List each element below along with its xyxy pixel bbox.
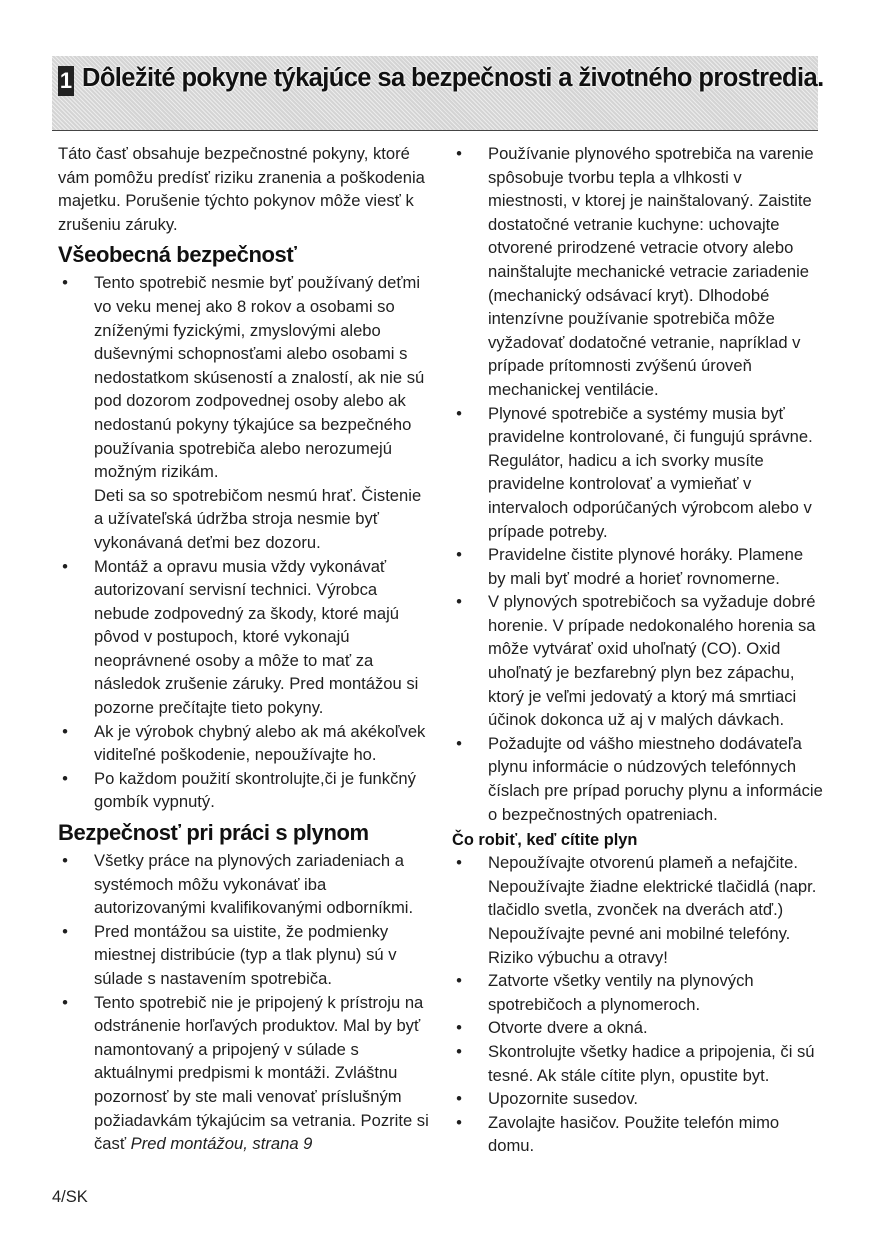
- bullet-icon: •: [456, 403, 462, 423]
- bullet-icon: •: [62, 921, 68, 941]
- bullet-icon: •: [456, 971, 462, 991]
- bullet-icon: •: [456, 592, 462, 612]
- bullet-icon: •: [62, 556, 68, 576]
- list-item: • Všetky práce na plynových zariadeniach a systémoch môžu vykonávať iba autorizovanými kvalifikovanými odborníkmi.: [58, 849, 430, 920]
- list-item: • Pravidelne čistite plynové horáky. Plamene by mali byť modré a horieť rovnomerne.: [452, 543, 824, 590]
- list-item: • Plynové spotrebiče a systémy musia byť pravidelne kontrolované, či fungujú správne. Regulátor, hadicu a ich svorky musíte pravidelne kontrolovať a vymieňať v intervaloch odporúčaných výrobcom alebo v prípade potreby.: [452, 402, 824, 544]
- list-item: • Zatvorte všetky ventily na plynových spotrebičoch a plynomeroch.: [452, 969, 824, 1016]
- bullet-icon: •: [456, 1089, 462, 1109]
- list-item: • Po každom použití skontrolujte,či je funkčný gombík vypnutý.: [58, 767, 430, 814]
- list-item: • V plynových spotrebičoch sa vyžaduje dobré horenie. V prípade nedokonalého horenia sa môže vytvárať oxid uhoľnatý (CO). Oxid uhoľnatý je bezfarebný plyn bez zápachu, ktorý je veľmi jedovatý a ktorý má smrtiaci účinok dokonca už aj v malých dávkach.: [452, 590, 824, 732]
- gas-usage-list: [452, 142, 824, 826]
- chapter-title-bar: [52, 56, 824, 131]
- gas-smell-list: [452, 851, 824, 1158]
- list-item: • Upozornite susedov.: [452, 1087, 824, 1111]
- bullet-icon: •: [456, 853, 462, 873]
- page-number: 4/SK: [52, 1188, 88, 1206]
- bullet-icon: •: [62, 992, 68, 1012]
- chapter-number-badge: 1: [58, 66, 74, 96]
- gas-safety-list: [58, 849, 430, 1156]
- gas-safety-heading: Bezpečnosť pri práci s plynom: [58, 820, 369, 846]
- bullet-icon: •: [456, 733, 462, 753]
- list-item: • Používanie plynového spotrebiča na varenie spôsobuje tvorbu tepla a vlhkosti v miestnosti, v ktorej je nainštalovaný. Zaistite dostatočné vetranie kuchyne: uchovajte otvorené prirodzené vetracie otvory alebo nainštalujte mechanické vetracie zariadenie (mechanický odsávací kryt). Dlhodobé intenzívne používanie spotrebiča môže vyžadovať dodatočné vetranie, napríklad v prípade prítomnosti zvýšenú úroveň mechanickej ventilácie.: [452, 142, 824, 402]
- right-column: [452, 142, 824, 1158]
- bullet-icon: •: [62, 721, 68, 741]
- bullet-icon: •: [456, 1112, 462, 1132]
- list-item: • Požadujte od vášho miestneho dodávateľa plynu informácie o núdzových telefónnych číslach pre prípad poruchy plynu a informácie o bezpečnostných opatreniach.: [452, 732, 824, 826]
- page-title: Dôležité pokyne týkajúce sa bezpečnosti a životného prostredia.: [82, 64, 824, 92]
- bullet-icon: •: [456, 545, 462, 565]
- gas-smell-heading: Čo robiť, keď cítite plyn: [452, 831, 638, 850]
- list-item: • Tento spotrebič nie je pripojený k prístroju na odstránenie horľavých produktov. Mal by byť namontovaný a pripojený v súlade s aktuálnymi predpismi k montáži. Zvláštnu pozornosť by ste mali venovať príslušným požiadavkám týkajúcim sa vetrania. Pozrite si časť Pred montážou, strana 9: [58, 991, 430, 1156]
- general-safety-heading: Všeobecná bezpečnosť: [58, 242, 297, 268]
- list-item: • Nepoužívajte otvorenú plameň a nefajčite. Nepoužívajte žiadne elektrické tlačidlá (napr. tlačidlo svetla, zvonček na dverách atď.) Nepoužívajte pevné ani mobilné telefóny. Riziko výbuchu a otravy!: [452, 851, 824, 969]
- left-column: [58, 142, 430, 1156]
- general-safety-list: [58, 271, 430, 814]
- list-item-continuation: Deti sa so spotrebičom nesmú hrať. Čistenie a užívateľská údržba stroja nesmie byť vykonávaná deťmi bez dozoru.: [94, 485, 422, 552]
- list-item: • Pred montážou sa uistite, že podmienky miestnej distribúcie (typ a tlak plynu) sú v súlade s nastavením spotrebiča.: [58, 920, 430, 991]
- list-item: • Skontrolujte všetky hadice a pripojenia, či sú tesné. Ak stále cítite plyn, opustite byt.: [452, 1040, 824, 1087]
- bullet-icon: •: [456, 1041, 462, 1061]
- list-item: • Tento spotrebič nesmie byť používaný deťmi vo veku menej ako 8 rokov a osobami so zníženými fyzickými, zmyslovými alebo duševnými schopnosťami alebo osobami s nedostatkom skúseností a znalostí, ak nie sú pod dozorom zodpovednej osoby alebo ak nedostanú pokyny týkajúce sa bezpečného používania spotrebiča alebo nerozumejú možným rizikám. Deti sa so spotrebičom nesmú hrať. Čistenie a užívateľská údržba stroja nesmie byť vykonávaná deťmi bez dozoru.: [58, 271, 430, 554]
- bullet-icon: •: [62, 273, 68, 293]
- list-item: • Zavolajte hasičov. Použite telefón mimo domu.: [452, 1111, 824, 1158]
- list-item: • Montáž a opravu musia vždy vykonávať autorizovaní servisní technici. Výrobca nebude zodpovedný za škody, ktoré majú pôvod v postupoch, ktoré vykonajú neoprávnené osoby a môže to mať za následok zrušenie záruky. Pred montážou si pozorne prečítajte tieto pokyny.: [58, 555, 430, 720]
- section-reference-link: Pred montážou, strana 9: [130, 1134, 313, 1154]
- intro-paragraph: Táto časť obsahuje bezpečnostné pokyny, ktoré vám pomôžu predísť riziku zranenia a poškodenia majetku. Porušenie týchto pokynov môže viesť k zrušeniu záruky.: [58, 144, 425, 234]
- list-item: • Ak je výrobok chybný alebo ak má akékoľvek viditeľné poškodenie, nepoužívajte ho.: [58, 720, 430, 767]
- bullet-icon: •: [456, 1018, 462, 1038]
- bullet-icon: •: [62, 851, 68, 871]
- list-item: • Otvorte dvere a okná.: [452, 1016, 824, 1040]
- bullet-icon: •: [62, 768, 68, 788]
- bullet-icon: •: [456, 144, 462, 163]
